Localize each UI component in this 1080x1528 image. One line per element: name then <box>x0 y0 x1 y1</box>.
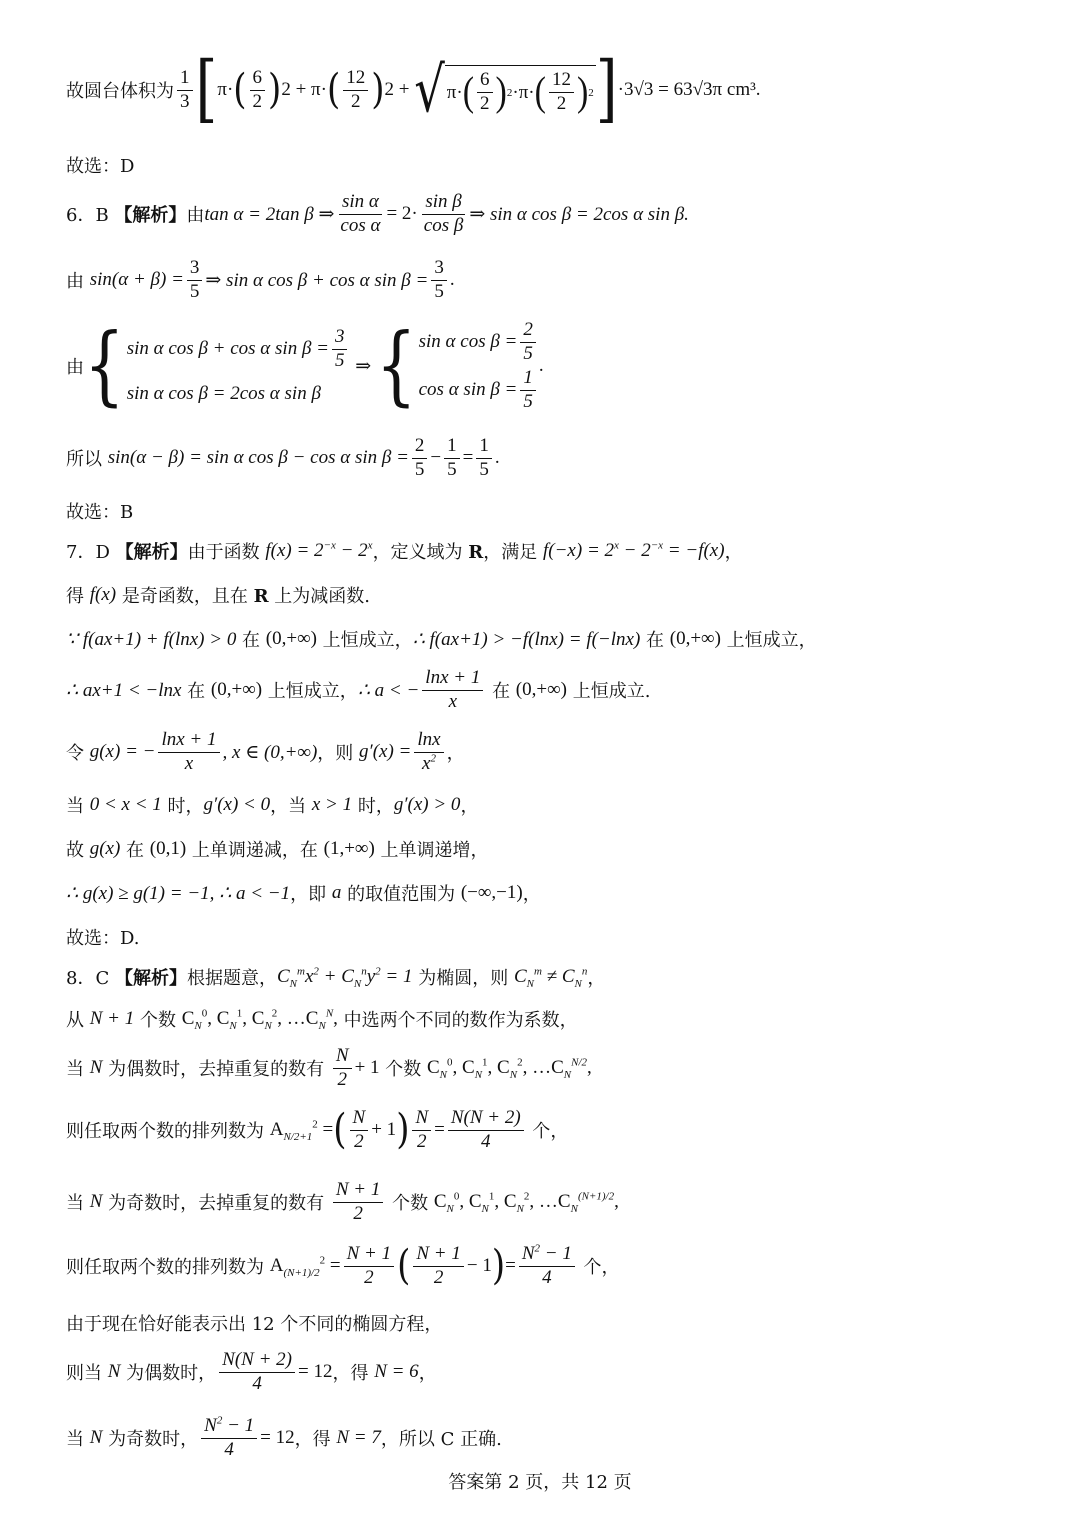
q8-line-7: 由于现在恰好能表示出 12 个不同的椭圆方程， <box>66 1314 443 1335</box>
volume-result: ·3√3 = 63√3π cm³. <box>617 79 761 100</box>
volume-label: 故圆台体积为 <box>66 81 174 102</box>
q7-line-7: 故 g(x) 在 (0,1) 上单调递减，在 (1,+∞) 上单调递增， <box>66 838 489 861</box>
q6-system-line: 由 { sin α cos β + cos α sin β = $\frac{3}{5}$ sin α cos β = 2cos α sin β ⇒ { sin α cos β = $\frac{2}{5}$ cos α sin β = $\frac{1}{5}$ . <box>66 316 544 416</box>
q6-header: 6．B 【解析】由 <box>66 205 205 227</box>
q8-line-2: 从 N + 1 个数 $C_N^0$, $C_N^1$, $C_N^2$, $\dots C_N^N$, 中选两个不同的数作为系数， <box>66 1007 578 1032</box>
q7-line-6: 当 0 < x < 1 时， g′(x) < 0 ，当 x > 1 时， g′(x) > 0 ， <box>66 794 479 817</box>
q7-answer: 故选：D. <box>66 928 140 949</box>
volume-formula-line: 故圆台体积为 $\frac{1}{3}$ [ π· ( $\frac{6}{2}$ ) 2 + π· ( $\frac{12}{2}$ ) 2 + √ π· ( $\frac{6}{2}$ ) 2 ·π· ( $\frac{12}{2}$ ) 2 ] ·3√3 = 63√3π cm³. <box>66 47 761 132</box>
q7-line-2: 得 f(x) 是奇函数，且在 R 上为减函数. <box>66 584 370 607</box>
sqrt-term: √ π· ( $\frac{6}{2}$ ) 2 ·π· ( $\frac{12}{2}$ ) 2 <box>414 53 594 127</box>
page-footer: 答案第 2 页，共 12 页 <box>448 1472 632 1493</box>
answer-d-line: 故选：D <box>66 156 135 177</box>
q7-line-4: ∴ ax+1 < −lnx 在 (0,+∞) 上恒成立， ∴ a < − $\frac{\ln x + 1}{x}$ 在 (0,+∞) 上恒成立. <box>66 667 651 712</box>
q6-answer: 故选：B <box>66 502 134 523</box>
q6-line-2: 由 sin(α + β) = $\frac{3}{5}$ ⇒ sin α cos β + cos α sin β = $\frac{3}{5}$ . <box>66 257 455 302</box>
q6-tan-eq: tan α = 2tan β ⇒ <box>204 203 335 225</box>
q8-line-5: 当 N 为奇数时，去掉重复的数有 $\frac{N + 1}{2}$ 个数 $C_N^0$, $C_N^1$, $C_N^2$, $\dots C_N^{(N+1)/2}$, <box>66 1179 619 1224</box>
q8-line-8: 则当 N 为偶数时， $\frac{N(N + 2)}{4}$ = 12 ，得 N = 6 ， <box>66 1349 437 1394</box>
q8-line-3: 当 N 为偶数时，去掉重复的数有 $\frac{N}{2}$ + 1 个数 $C_N^0$, $C_N^1$, $C_N^2$, $\dots C_N^{N/2}$, <box>66 1045 592 1090</box>
q6-system-eq2: sin α cos β = 2cos α sin β <box>126 383 321 405</box>
q6-line-1: 6．B 【解析】由 tan α = 2tan β ⇒ $\frac{\text{sin α}}{\text{cos α}}$ = 2· $\frac{\text{sin β}}{\text{cos β}}$ ⇒ sin α cos β = 2cos α sin β. <box>66 191 689 236</box>
q8-line-1: 8．C 【解析】根据题意， $C_N^mx^2 + C_N^ny^2 = 1$ 为椭圆，则 $C_N^m \ne C_N^n$ ， <box>66 965 606 990</box>
q7-line-3: ∵ f(ax+1) + f(lnx) > 0 在 (0,+∞) 上恒成立， ∴ f(ax+1) > −f(lnx) = f(−lnx) 在 (0,+∞) 上恒成立， <box>66 628 817 651</box>
q6-result: ⇒ sin α cos β = 2cos α sin β. <box>469 203 689 225</box>
q6-line-4: 所以 sin(α − β) = sin α cos β − cos α sin β = $\frac{2}{5}$ − $\frac{1}{5}$ = $\frac{1}{5}$ . <box>66 435 500 480</box>
q8-line-9: 当 N 为奇数时， $\frac{N^2 - 1}{4}$ = 12 ，得 N = 7 ，所以 C 正确. <box>66 1414 502 1460</box>
q7-line-1: 7．D 【解析】由于函数 $f(x) = 2^{-x} - 2^x$ ，定义域为 R，满足 $f(-x) = 2^x - 2^{-x} = -f(x)$ ， <box>66 539 743 563</box>
q8-line-6: 则任取两个数的排列数为 $A_{(N+1)/2}^2$ = $\frac{N + 1}{2}$ ( $\frac{N + 1}{2}$ − 1 ) = $\frac{N^2 - 1}{4}$ 个， <box>66 1242 620 1291</box>
fraction-one-third: $\frac{1}{3}$ <box>177 68 193 113</box>
q7-line-8: ∴ g(x) ≥ g(1) = −1, ∴ a < −1 ，即 a 的取值范围为 (−∞,−1) ， <box>66 882 541 905</box>
q7-line-5: 令 g(x) = − $\frac{\ln x + 1}{x}$ , x ∈ (0,+∞) ，则 g′(x) = $\frac{\ln x}{x^2}$ ， <box>66 729 465 774</box>
q8-line-4: 则任取两个数的排列数为 $A_{N/2+1}^2$ = ( $\frac{N}{2}$ + 1 ) $\frac{N}{2}$ = $\frac{N(N + 2)}{4}$ 个， <box>66 1106 569 1155</box>
